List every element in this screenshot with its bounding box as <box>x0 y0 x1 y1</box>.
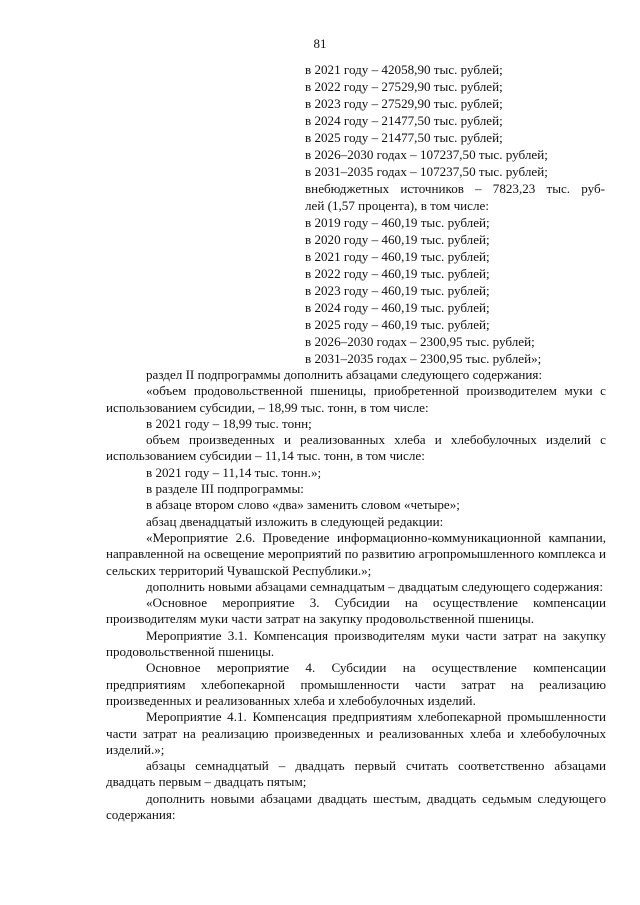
funding-line: в 2031–2035 годах – 107237,50 тыс. рублей; <box>305 164 548 179</box>
funding-line: лей (1,57 процента), в том числе: <box>305 198 489 213</box>
funding-line: в 2021 году – 460,19 тыс. рублей; <box>305 249 490 264</box>
funding-line: в 2022 году – 460,19 тыс. рублей; <box>305 266 490 281</box>
funding-line: в 2025 году – 460,19 тыс. рублей; <box>305 317 490 332</box>
paragraph: Мероприятие 3.1. Компенсация производителям муки части затрат на закупку продовольственной пшеницы. <box>106 627 606 660</box>
funding-line: в 2031–2035 годах – 2300,95 тыс. рублей»; <box>305 351 542 366</box>
paragraph: дополнить новыми абзацами двадцать шестым, двадцать седьмым следующего содержания: <box>106 790 606 823</box>
paragraph: раздел II подпрограммы дополнить абзацами следующего содержания: <box>146 367 543 382</box>
paragraph: «Основное мероприятие 3. Субсидии на осуществление компенсации производителям муки части затрат на закупку продовольственной пшеницы. <box>106 595 606 627</box>
funding-list <box>305 61 605 367</box>
paragraph: в абзаце втором слово «два» заменить словом «четыре»; <box>146 497 460 513</box>
funding-line: в 2020 году – 460,19 тыс. рублей; <box>305 232 490 247</box>
paragraph: в разделе III подпрограммы: <box>146 481 304 497</box>
paragraph: дополнить новыми абзацами семнадцатым – двадцатым следующего содержания: <box>146 578 603 594</box>
funding-line: в 2026–2030 годах – 2300,95 тыс. рублей; <box>305 334 535 349</box>
document-body <box>106 367 606 823</box>
funding-line: внебюджетных источников – 7823,23 тыс. руб- <box>305 181 605 196</box>
funding-line: в 2021 году – 42058,90 тыс. рублей; <box>305 62 503 77</box>
funding-line: в 2023 году – 460,19 тыс. рублей; <box>305 283 490 298</box>
paragraph: в 2021 году – 18,99 тыс. тонн; <box>146 415 312 431</box>
funding-line: в 2025 году – 21477,50 тыс. рублей; <box>305 130 503 145</box>
paragraph: объем произведенных и реализованных хлеба и хлебобулочных изделий с использованием субсидии – 11,14 тыс. тонн, в том числе: <box>106 432 606 464</box>
paragraph: Основное мероприятие 4. Субсидии на осуществление компенсации предприятиям хлебопекарной промышленности части затрат на реализацию произведенных и реализованных хлеба и хлебобулочных изделий. <box>106 660 606 708</box>
funding-line: в 2019 году – 460,19 тыс. рублей; <box>305 215 490 230</box>
paragraph: абзацы семнадцатый – двадцать первый считать соответственно абзацами двадцать первым – двадцать пятым; <box>106 758 606 790</box>
page-number: 81 <box>313 36 327 51</box>
funding-line: в 2023 году – 27529,90 тыс. рублей; <box>305 96 503 111</box>
paragraph: в 2021 году – 11,14 тыс. тонн.»; <box>146 464 322 480</box>
paragraph: абзац двенадцатый изложить в следующей редакции: <box>146 513 444 529</box>
funding-line: в 2024 году – 21477,50 тыс. рублей; <box>305 113 503 128</box>
paragraph: «объем продовольственной пшеницы, приобретенной производителем муки с использованием субсидии, – 18,99 тыс. тонн, в том числе: <box>106 383 606 415</box>
funding-line: в 2026–2030 годах – 107237,50 тыс. рублей; <box>305 147 548 162</box>
paragraph: Мероприятие 4.1. Компенсация предприятиям хлебопекарной промышленности части затрат на реализацию произведенных и реализованных хлеба и хлебобулочных изделий.»; <box>106 709 606 757</box>
funding-line: в 2024 году – 460,19 тыс. рублей; <box>305 300 490 315</box>
paragraph: «Мероприятие 2.6. Проведение информационно-коммуникационной кампании, направленной на освещение мероприятий по развитию агропромышленного комплекса и сельских территорий Чувашской Республики.»; <box>106 529 606 578</box>
funding-line: в 2022 году – 27529,90 тыс. рублей; <box>305 79 503 94</box>
